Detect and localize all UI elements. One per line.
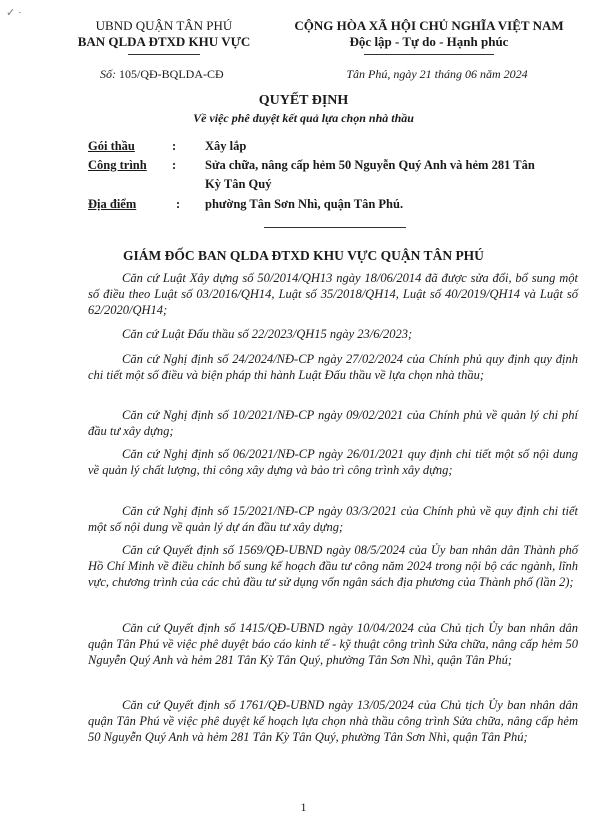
legal-basis-paragraph: Căn cứ Nghị định số 15/2021/NĐ-CP ngày 03/3/2021 của Chính phủ về quy định chi tiết một số nội dung về quản lý dự án đầu tư xây dựng; [88, 504, 578, 535]
info-value: Xây lắp [205, 139, 247, 153]
issuer-line-1: UBND QUẬN TÂN PHÚ [95, 18, 233, 33]
info-label: Công trình [88, 158, 147, 172]
document-number-label: Số: [100, 67, 116, 81]
motto-underline [364, 54, 494, 55]
document-subtitle: Về việc phê duyệt kết quả lựa chọn nhà thầu [193, 111, 414, 125]
authority-heading: GIÁM ĐỐC BAN QLDA ĐTXD KHU VỰC QUẬN TÂN PHÚ [123, 248, 484, 263]
national-header [268, 18, 590, 50]
document-date: Tân Phú, ngày 21 tháng 06 năm 2024 [346, 67, 528, 81]
page-number: 1 [300, 800, 307, 814]
national-motto: Độc lập - Tự do - Hạnh phúc [349, 34, 509, 49]
national-title: CỘNG HÒA XÃ HỘI CHỦ NGHĨA VIỆT NAM [294, 18, 564, 33]
info-label: Địa điểm [88, 197, 137, 211]
info-value: phường Tân Sơn Nhì, quận Tân Phú. [205, 197, 404, 211]
document-number [100, 67, 224, 82]
legal-basis-paragraph: Căn cứ Luật Đấu thầu số 22/2023/QH15 ngày 23/6/2023; [122, 327, 413, 341]
issuer-line-2: BAN QLDA ĐTXD KHU VỰC [77, 34, 251, 49]
document-number-value: 105/QĐ-BQLDA-CĐ [119, 67, 224, 81]
document-title: QUYẾT ĐỊNH [258, 93, 349, 108]
legal-basis-paragraph: Căn cứ Nghị định số 10/2021/NĐ-CP ngày 09/02/2021 của Chính phủ về quản lý chi phí đầu tư xây dựng; [88, 408, 578, 439]
legal-basis-paragraph: Căn cứ Luật Xây dựng số 50/2014/QH13 ngày 18/06/2014 đã được sửa đổi, bổ sung một số điều theo Luật số 03/2016/QH14, Luật số 35/2018/QH14, Luật số 40/2019/QH14 và Luật số 62/2020/QH14; [88, 271, 578, 318]
info-colon: : [172, 139, 177, 153]
issuer-block [74, 18, 254, 50]
info-label: Gói thầu [88, 139, 135, 153]
legal-basis-paragraph: Căn cứ Nghị định số 06/2021/NĐ-CP ngày 26/01/2021 quy định chi tiết một số nội dung về quản lý chất lượng, thi công xây dựng và bảo trì công trình xây dựng; [88, 447, 578, 478]
legal-basis-paragraph: Căn cứ Quyết định số 1761/QĐ-UBND ngày 13/05/2024 của Chủ tịch Ủy ban nhân dân quận Tân Phú về việc phê duyệt kế hoạch lựa chọn nhà thầu công trình Sửa chữa, nâng cấp hẻm 50 Nguyễn Quý Anh và hẻm 281 Tân Kỳ Tân Quý, phường Tân Sơn Nhì, quận Tân Phú; [88, 698, 578, 745]
info-colon: : [176, 197, 181, 211]
issuer-underline [128, 54, 200, 55]
legal-basis-paragraph: Căn cứ Nghị định số 24/2024/NĐ-CP ngày 27/02/2024 của Chính phủ quy định quy định chi tiết một số điều và biện pháp thi hành Luật Đấu thầu về lựa chọn nhà thầu; [88, 352, 578, 383]
corner-mark: ✓ · [6, 7, 22, 19]
info-colon: : [172, 158, 177, 172]
info-value: Sửa chữa, nâng cấp hẻm 50 Nguyễn Quý Anh và hẻm 281 Tân Kỳ Tân Quý [205, 158, 535, 191]
section-divider [264, 227, 406, 228]
legal-basis-paragraph: Căn cứ Quyết định số 1415/QĐ-UBND ngày 10/04/2024 của Chủ tịch Ủy ban nhân dân quận Tân Phú về việc phê duyệt báo cáo kinh tế - kỹ thuật công trình Sửa chữa, nâng cấp hẻm 50 Nguyễn Quý Anh và hẻm 281 Tân Kỳ Tân Quý, phường Tân Sơn Nhì, quận Tân Phú; [88, 621, 578, 668]
legal-basis-paragraph: Căn cứ Quyết định số 1569/QĐ-UBND ngày 08/5/2024 của Ủy ban nhân dân Thành phố Hồ Chí Minh về điều chỉnh bổ sung kế hoạch đầu tư công năm 2024 trong nội bộ các ngành, lĩnh vực, chương trình của các chủ đầu tư sử dụng vốn ngân sách địa phương của Thành phố (lần 2); [88, 543, 578, 590]
